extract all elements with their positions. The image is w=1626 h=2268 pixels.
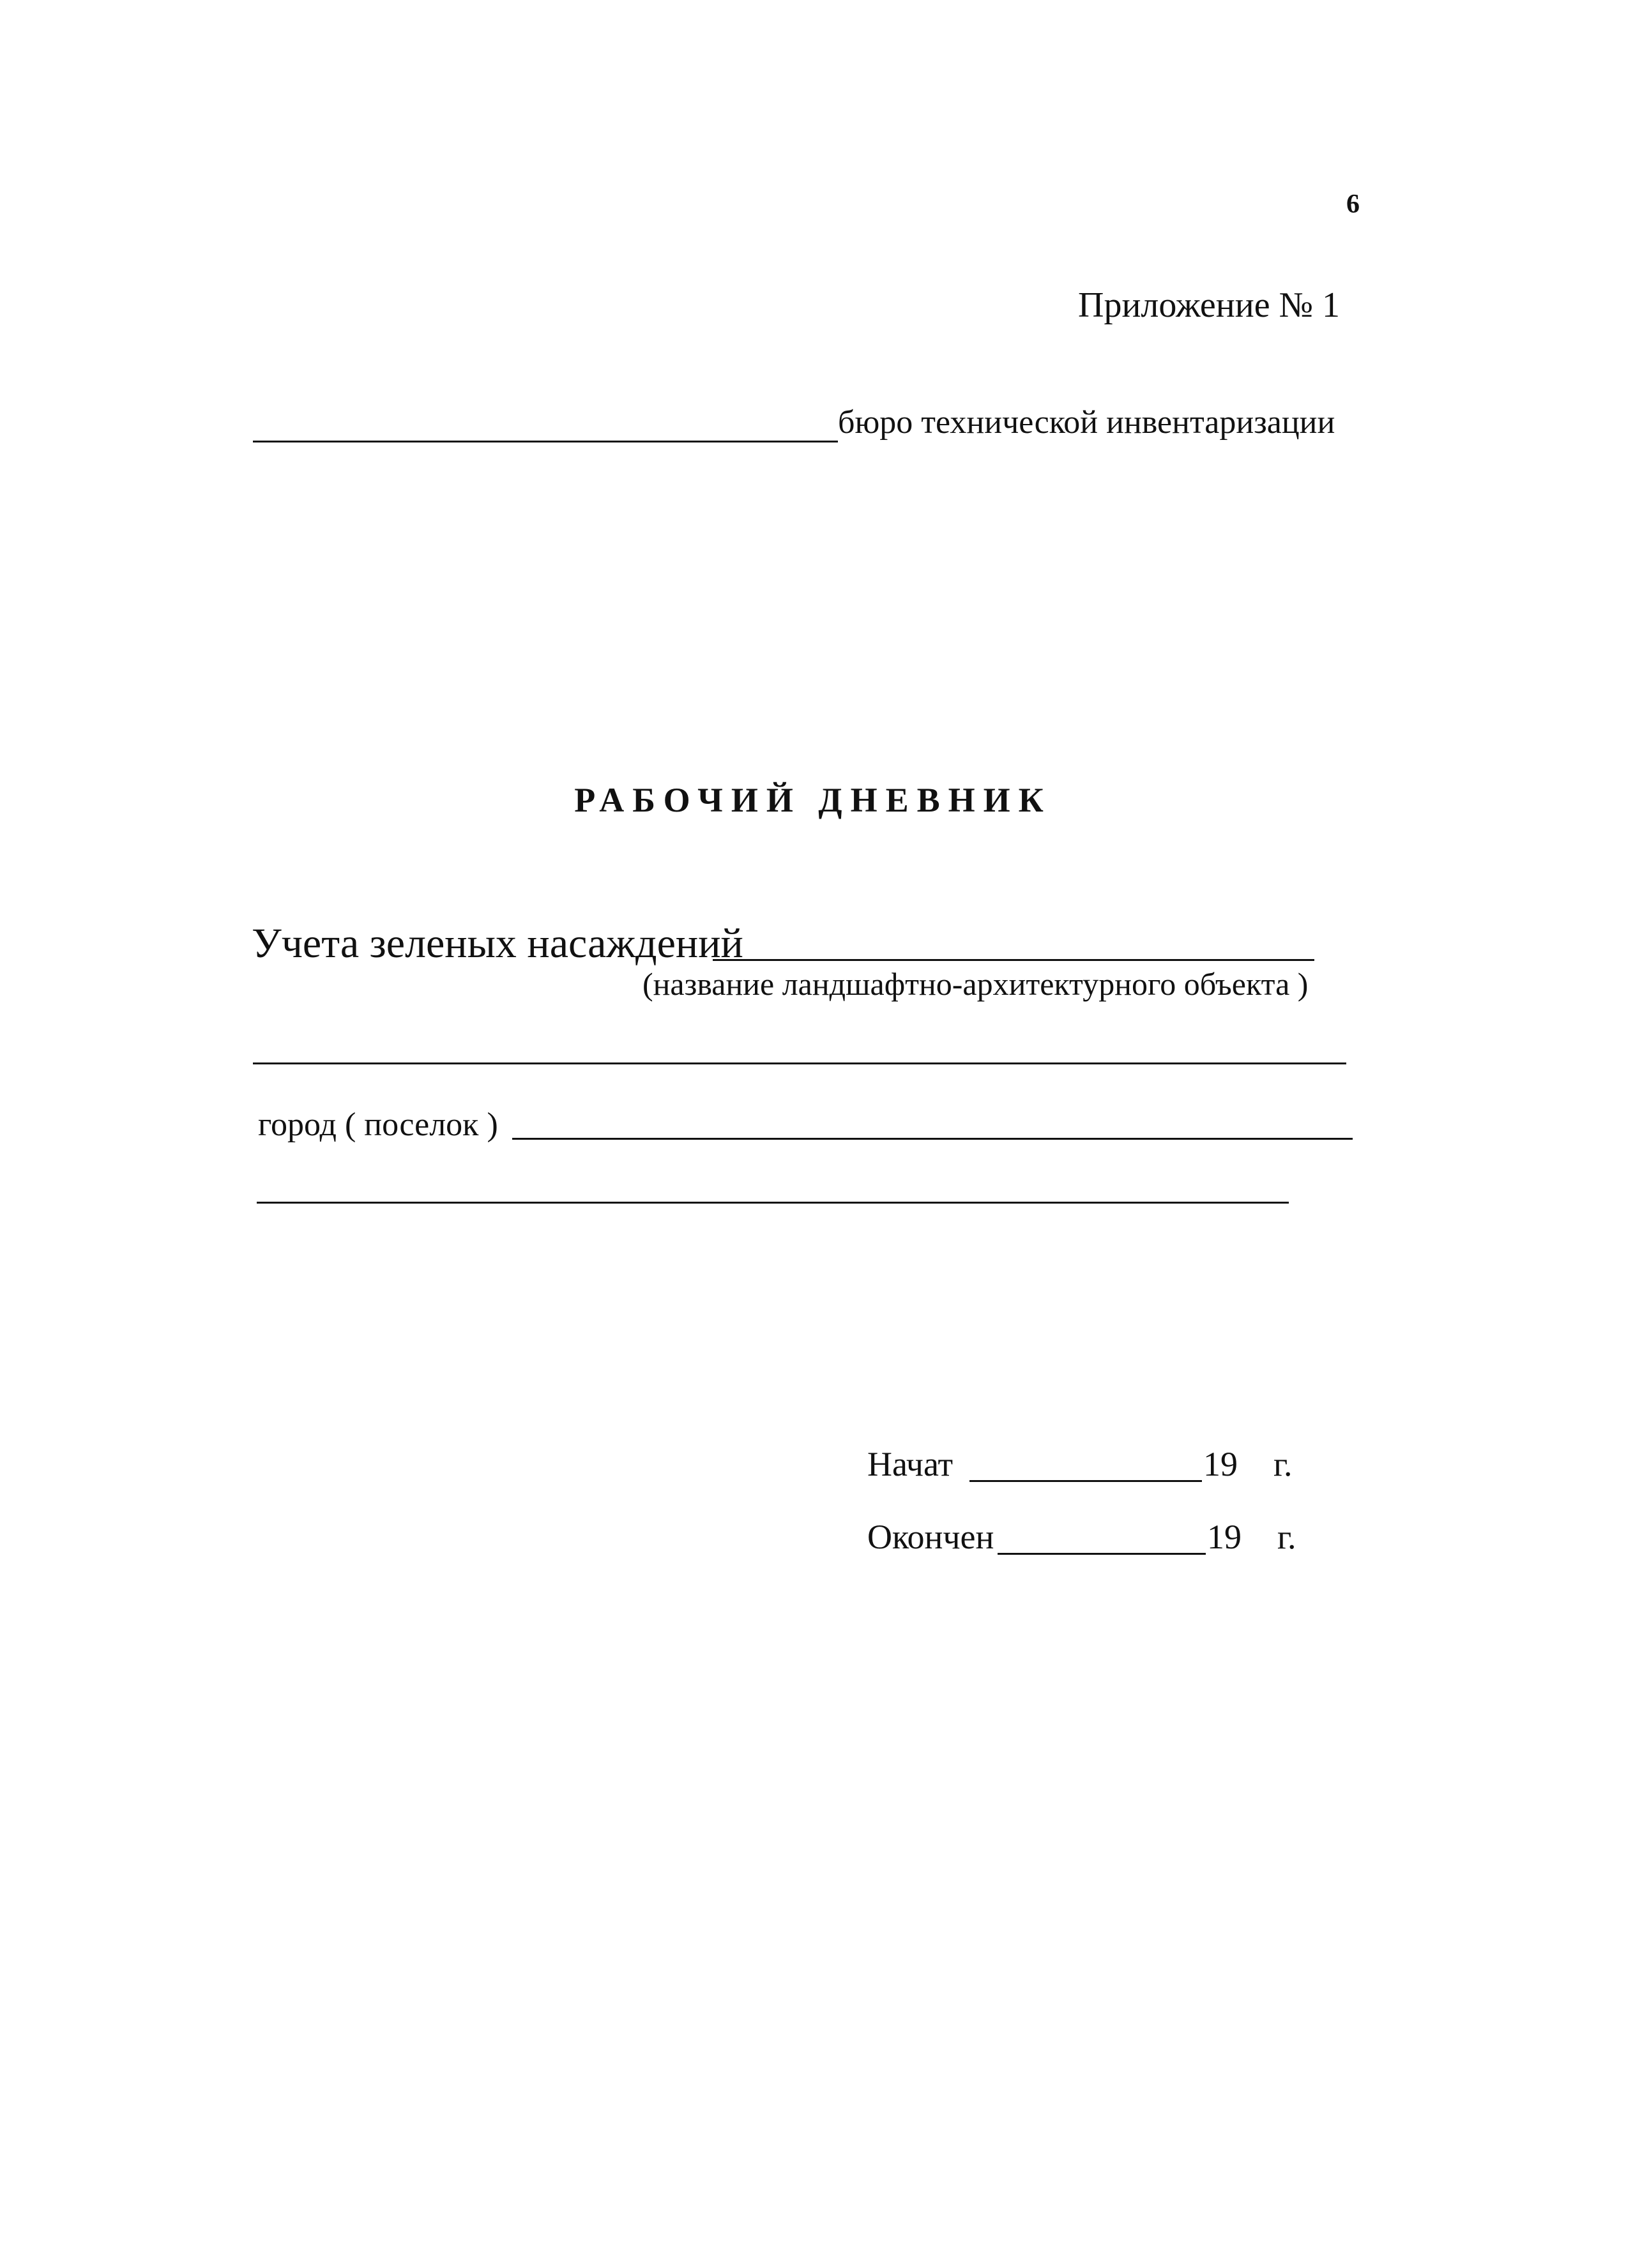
started-label: Начат — [867, 1445, 954, 1483]
bureau-blank-line — [253, 441, 838, 442]
document-title: РАБОЧИЙ ДНЕВНИК — [574, 781, 1052, 819]
ended-date-blank-line — [998, 1553, 1206, 1555]
started-year-prefix: 19 — [1203, 1445, 1238, 1483]
ended-year-suffix: г. — [1277, 1518, 1296, 1556]
ended-label: Окончен — [867, 1518, 994, 1556]
appendix-label: Приложение № 1 — [1078, 285, 1340, 325]
city-blank-line — [512, 1138, 1353, 1140]
object-name-caption: (название ландшафтно-архитектурного объекта ) — [642, 966, 1309, 1002]
object-name-blank-line — [713, 959, 1314, 961]
city-continuation-line — [257, 1202, 1289, 1204]
object-name-continuation-line — [253, 1062, 1346, 1064]
city-label: город ( поселок ) — [258, 1107, 498, 1143]
page-number: 6 — [1346, 190, 1360, 219]
started-date-blank-line — [969, 1480, 1202, 1482]
started-year-suffix: г. — [1273, 1445, 1293, 1483]
record-label: Учета зеленых насаждений — [252, 920, 743, 967]
ended-year-prefix: 19 — [1207, 1518, 1242, 1556]
bureau-label: бюро технической инвентаризации — [838, 404, 1335, 441]
